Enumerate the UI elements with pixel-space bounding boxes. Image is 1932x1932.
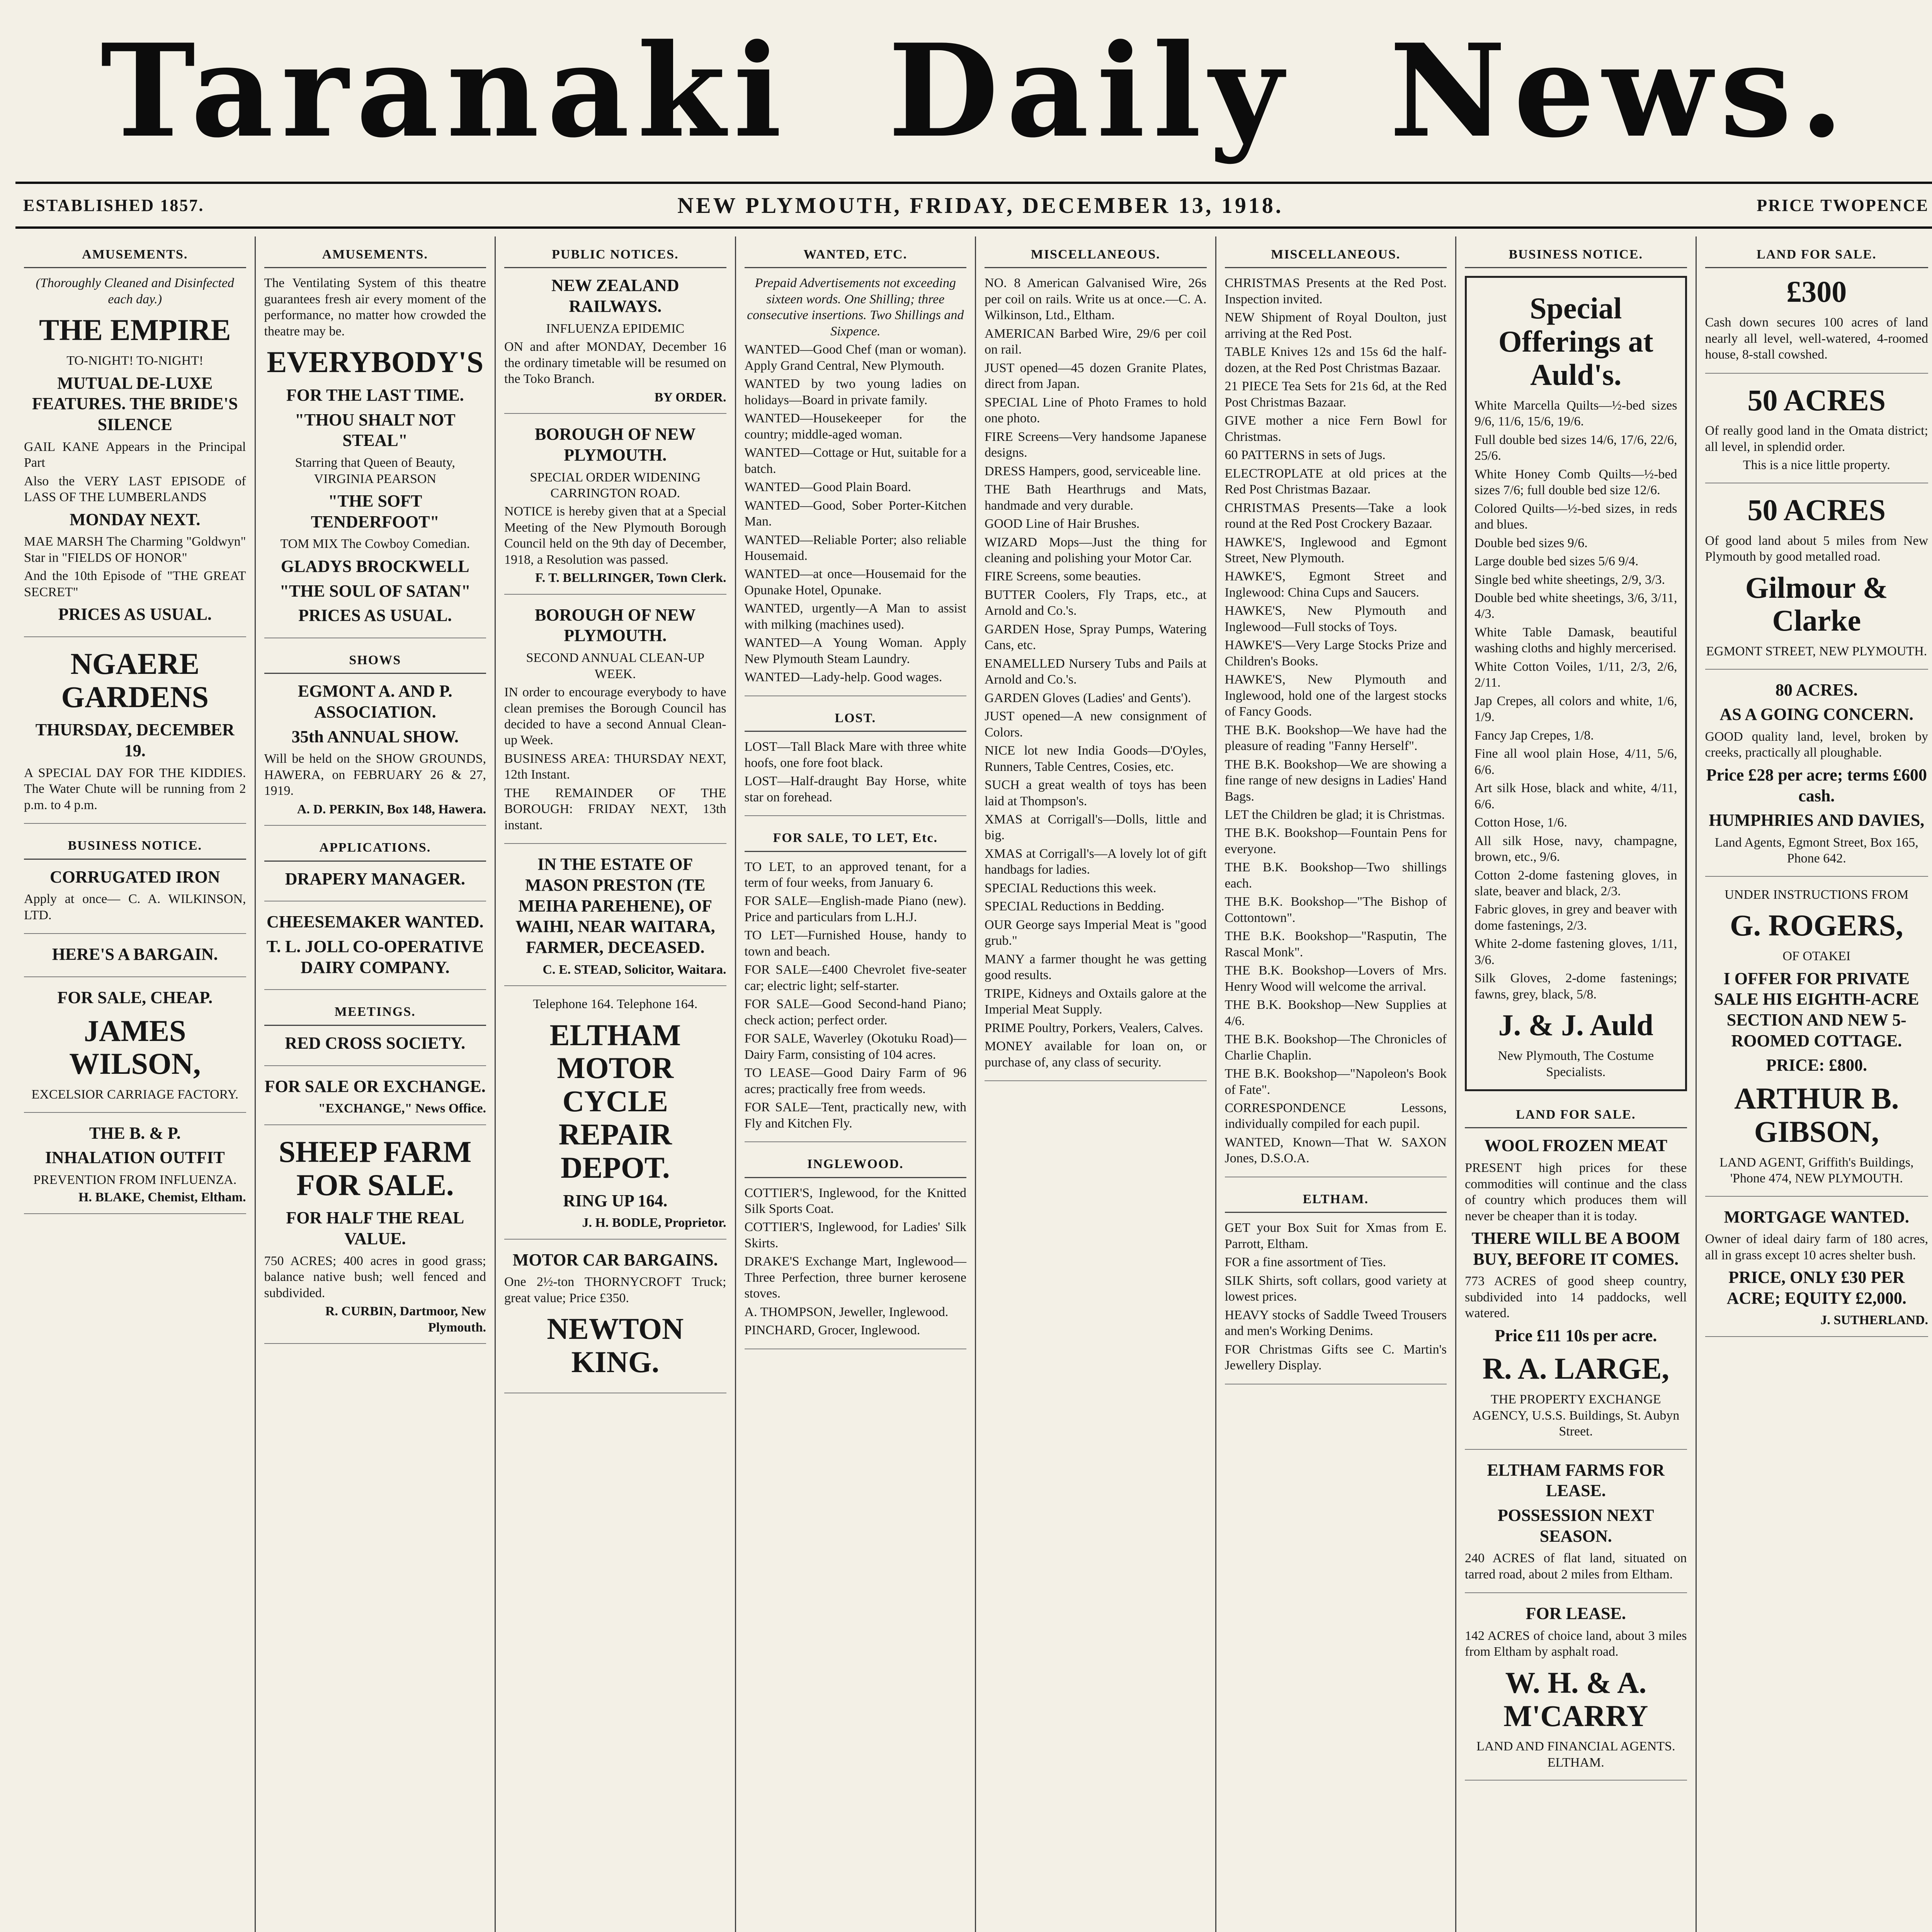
influenza: PREVENTION FROM INFLUENZA. bbox=[33, 1172, 237, 1187]
p300-body: Cash down secures 100 acres of land nearly all level, well-watered, 4-roomed house, 8-stall cowshed. bbox=[1705, 315, 1928, 362]
mortgage-body: Owner of ideal dairy farm of 180 acres, all in grass except 10 acres shelter bush. bbox=[1705, 1232, 1928, 1262]
misc-21: OUR George says Imperial Meat is "good grub." bbox=[985, 917, 1207, 948]
mortgage-price: PRICE, ONLY £30 PER ACRE; EQUITY £2,000. bbox=[1726, 1268, 1906, 1308]
perkin: A. D. PERKIN, Box 148, Hawera. bbox=[297, 802, 486, 816]
telephone: Telephone 164. Telephone 164. bbox=[533, 997, 698, 1012]
sheep-farm: SHEEP FARM FOR SALE. bbox=[279, 1134, 472, 1202]
misc-19: SPECIAL Reductions this week. bbox=[985, 881, 1156, 895]
wanted-4: WANTED—Cottage or Hut, suitable for a batch. bbox=[744, 446, 966, 476]
jw-sub: EXCELSIOR CARRIAGE FACTORY. bbox=[31, 1087, 239, 1102]
ties: FOR a fine assortment of Ties. bbox=[1225, 1255, 1386, 1270]
misc-6: DRESS Hampers, good, serviceable line. bbox=[985, 464, 1201, 478]
acres-142: 142 ACRES of choice land, about 3 miles from Eltham by asphalt road. bbox=[1465, 1628, 1687, 1659]
bk-7: THE B.K. Bookshop—"Rasputin, The Rascal Monk". bbox=[1225, 929, 1447, 959]
motor-bargains: MOTOR CAR BARGAINS. bbox=[512, 1250, 718, 1269]
misc-4: SPECIAL Line of Photo Frames to hold one photo. bbox=[985, 395, 1207, 426]
for-lease: FOR LEASE. bbox=[1526, 1604, 1626, 1623]
order-body: NOTICE is hereby given that at a Special Meeting of the New Plymouth Borough Council held on the 9th day of December, 1918, a Resolution was passed. bbox=[504, 504, 726, 567]
price-773: Price £11 10s per acre. bbox=[1495, 1326, 1657, 1345]
gladys: GLADYS BROCKWELL bbox=[281, 556, 469, 576]
mae-marsh: MAE MARSH The Charming "Goldwyn" Star in "FIELDS OF HONOR" bbox=[24, 534, 246, 565]
cleanup-body: IN order to encourage everybody to have clean premises the Borough Council has decided to have a second Annual Clean-up Week. bbox=[504, 685, 726, 748]
section-heading: MISCELLANEOUS. bbox=[1225, 243, 1447, 268]
dateline-bar bbox=[15, 182, 1932, 229]
bp-title: THE B. & P. bbox=[89, 1123, 181, 1143]
section-heading: MISCELLANEOUS. bbox=[985, 243, 1207, 268]
cottier-2: COTTIER'S, Inglewood, for Ladies' Silk Skirts. bbox=[744, 1220, 966, 1250]
misc-n5: GIVE mother a nice Fern Bowl for Christmas. bbox=[1225, 413, 1447, 444]
item-20: Silk Gloves, 2-dome fastenings; fawns, grey, black, 5/8. bbox=[1475, 971, 1677, 1002]
hawkes-5: HAWKE'S, New Plymouth and Inglewood, hold one of the largest stocks of Fancy Goods. bbox=[1225, 672, 1447, 719]
item-8: Double bed white sheetings, 3/6, 3/11, 4/3. bbox=[1475, 591, 1677, 621]
cottier-1: COTTIER'S, Inglewood, for the Knitted Silk Sports Coat. bbox=[744, 1185, 966, 1216]
wanted-7: WANTED—Reliable Porter; also reliable Housemaid. bbox=[744, 532, 966, 563]
wanted-5: WANTED—Good Plain Board. bbox=[744, 480, 912, 495]
correspondence: CORRESPONDENCE Lessons, individually compiled for each pupil. bbox=[1225, 1100, 1447, 1131]
gilmour-sub: EGMONT STREET, NEW PLYMOUTH. bbox=[1706, 644, 1927, 659]
h-blake: H. BLAKE, Chemist, Eltham. bbox=[78, 1190, 246, 1205]
gibson-sub: LAND AGENT, Griffith's Buildings, 'Phone 474, NEW PLYMOUTH. bbox=[1719, 1155, 1914, 1186]
item-16: All silk Hose, navy, champagne, brown, etc., 9/6. bbox=[1475, 833, 1677, 864]
item-9: White Table Damask, beautiful washing cloths and highly mercerised. bbox=[1475, 625, 1677, 656]
iron-body: Apply at once— C. A. WILKINSON, LTD. bbox=[24, 892, 246, 922]
eltham-farms: ELTHAM FARMS FOR LEASE. bbox=[1487, 1460, 1665, 1500]
bk-8: THE B.K. Bookshop—Lovers of Mrs. Henry Wood will welcome the arrival. bbox=[1225, 963, 1447, 994]
section-heading: LAND FOR SALE. bbox=[1465, 1103, 1687, 1128]
by-order: BY ORDER. bbox=[654, 390, 726, 405]
misc-22: MANY a farmer thought he was getting good results. bbox=[985, 952, 1207, 983]
misc-n7: ELECTROPLATE at old prices at the Red Post Christmas Bazaar. bbox=[1225, 466, 1447, 497]
item-7: Single bed white sheetings, 2/9, 3/3. bbox=[1475, 572, 1665, 587]
section-heading: WANTED, ETC. bbox=[745, 243, 967, 268]
misc-n8: CHRISTMAS Presents—Take a look round at the Red Post Crockery Bazaar. bbox=[1225, 500, 1447, 531]
humphries-sub: Land Agents, Egmont Street, Box 165, Phone 642. bbox=[1714, 835, 1918, 866]
drakes: DRAKE'S Exchange Mart, Inglewood—Three Perfection, three burner kerosene stoves. bbox=[744, 1254, 966, 1301]
ngaere-date: THURSDAY, DECEMBER 19. bbox=[35, 720, 235, 760]
wanted-1: WANTED—Good Chef (man or woman). Apply Grand Central, New Plymouth. bbox=[744, 342, 966, 373]
prices-usual: PRICES AS USUAL. bbox=[298, 606, 452, 625]
for-sale-5: FOR SALE—Tent, practically new, with Fly and Kitchen Fly. bbox=[744, 1100, 966, 1131]
column-3 bbox=[496, 236, 736, 1932]
dateline: NEW PLYMOUTH, FRIDAY, DECEMBER 13, 1918. bbox=[677, 192, 1284, 218]
sale-cheap-title: FOR SALE, CHEAP. bbox=[57, 988, 213, 1007]
iron-title: CORRUGATED IRON bbox=[50, 867, 220, 886]
bk-4: THE B.K. Bookshop—Fountain Pens for everyone. bbox=[1225, 826, 1447, 856]
drapery: DRAPERY MANAGER. bbox=[285, 869, 465, 888]
auld-sub: New Plymouth, The Costume Specialists. bbox=[1498, 1049, 1654, 1079]
mccarry-sub: LAND AND FINANCIAL AGENTS. ELTHAM. bbox=[1476, 1739, 1675, 1770]
hawkes-2: HAWKE'S, Egmont Street and Inglewood: China Cups and Saucers. bbox=[1225, 569, 1447, 600]
price-label: PRICE TWOPENCE bbox=[1757, 196, 1929, 215]
suit: GET your Box Suit for Xmas from E. Parrott, Eltham. bbox=[1225, 1221, 1447, 1251]
item-1: White Marcella Quilts—½-bed sizes 9/6, 11/6, 15/6, 19/6. bbox=[1475, 398, 1677, 429]
railways-body: ON and after MONDAY, December 16 the ordinary timetable will be resumed on the Toko Branch. bbox=[504, 340, 726, 386]
bodle: J. H. BODLE, Proprietor. bbox=[582, 1216, 726, 1230]
section-heading: ELTHAM. bbox=[1225, 1187, 1447, 1213]
last-episode: Also the VERY LAST EPISODE of LASS OF THE LUMBERLANDS bbox=[24, 474, 246, 505]
auld-name: J. & J. Auld bbox=[1498, 1008, 1653, 1042]
hawkes-3: HAWKE'S, New Plymouth and Inglewood—Full stocks of Toys. bbox=[1225, 604, 1447, 634]
item-15: Cotton Hose, 1/6. bbox=[1475, 815, 1567, 830]
misc-23: TRIPE, Kidneys and Oxtails galore at the Imperial Meat Supply. bbox=[985, 986, 1207, 1017]
item-14: Art silk Hose, black and white, 4/11, 6/6. bbox=[1475, 781, 1677, 811]
columns bbox=[15, 236, 1932, 1932]
empire-title: THE EMPIRE bbox=[39, 313, 231, 347]
curbin: R. CURBIN, Dartmoor, New Plymouth. bbox=[325, 1304, 486, 1335]
empire-note: (Thoroughly Cleaned and Disinfected each day.) bbox=[36, 276, 234, 306]
newton-king: NEWTON KING. bbox=[547, 1312, 684, 1379]
ngaere-title: NGAERE GARDENS bbox=[61, 646, 209, 714]
egmont-association: EGMONT A. AND P. ASSOCIATION. bbox=[298, 682, 452, 722]
ring-up: RING UP 164. bbox=[563, 1191, 668, 1210]
monday-next: MONDAY NEXT. bbox=[70, 510, 201, 529]
column-2 bbox=[256, 236, 496, 1932]
masthead bbox=[15, 0, 1932, 182]
inhalation: INHALATION OUTFIT bbox=[45, 1148, 225, 1167]
cleanup-week: SECOND ANNUAL CLEAN-UP WEEK. bbox=[526, 651, 705, 681]
sale-exchange: FOR SALE OR EXCHANGE. bbox=[264, 1077, 486, 1096]
item-2: Full double bed sizes 14/6, 17/6, 22/6, 25/6. bbox=[1475, 432, 1677, 463]
thou-shalt: "THOU SHALT NOT STEAL" bbox=[294, 410, 456, 450]
mccarry: W. H. & A. M'CARRY bbox=[1503, 1665, 1648, 1733]
wanted-3: WANTED—Housekeeper for the country; middle-aged woman. bbox=[744, 411, 966, 442]
business-area: BUSINESS AREA: THURSDAY NEXT, 12th Instant. bbox=[504, 751, 726, 782]
column-8 bbox=[1697, 236, 1932, 1932]
section-heading: BUSINESS NOTICE. bbox=[1465, 243, 1687, 268]
bk-9: THE B.K. Bookshop—New Supplies at 4/6. bbox=[1225, 998, 1447, 1028]
borough: BOROUGH OF NEW PLYMOUTH. bbox=[535, 425, 696, 464]
misc-n2: NEW Shipment of Royal Doulton, just arriving at the Red Post. bbox=[1225, 310, 1447, 341]
bk-1: THE B.K. Bookshop—We have had the pleasure of reading "Fanny Herself". bbox=[1225, 723, 1447, 753]
acres-80-body: GOOD quality land, level, broken by creeks, practically all ploughable. bbox=[1705, 730, 1928, 760]
misc-15: JUST opened—A new consignment of Colors. bbox=[985, 709, 1207, 740]
bk-11: THE B.K. Bookshop—"Napoleon's Book of Fate". bbox=[1225, 1066, 1447, 1097]
thompson: A. THOMPSON, Jeweller, Inglewood. bbox=[744, 1304, 949, 1319]
section-heading: AMUSEMENTS. bbox=[24, 243, 246, 268]
section-heading: LAND FOR SALE. bbox=[1705, 243, 1929, 268]
acres-50b: 50 ACRES bbox=[1747, 493, 1886, 527]
instructions: UNDER INSTRUCTIONS FROM bbox=[1725, 887, 1909, 902]
item-5: Double bed sizes 9/6. bbox=[1475, 536, 1588, 550]
going-concern: AS A GOING CONCERN. bbox=[1719, 705, 1913, 724]
program: MUTUAL DE-LUXE FEATURES. THE BRIDE'S SILENCE bbox=[32, 373, 238, 434]
bk-5: THE B.K. Bookshop—Two shillings each. bbox=[1225, 860, 1447, 891]
column-6 bbox=[1216, 236, 1457, 1932]
wanted-note: Prepaid Advertisements not exceeding sixteen words. One Shilling; three consecutive insertions. Two Shillings and Sixpence. bbox=[747, 276, 964, 338]
r-a-large: R. A. LARGE, bbox=[1482, 1352, 1669, 1386]
wanted-9: WANTED, urgently—A Man to assist with milking (machines used). bbox=[744, 601, 966, 632]
misc-n4: 21 PIECE Tea Sets for 21s 6d, at the Red Post Christmas Bazaar. bbox=[1225, 379, 1447, 410]
special-offerings: Special Offerings at Auld's. bbox=[1498, 291, 1653, 392]
prices-usual: PRICES AS USUAL. bbox=[58, 605, 212, 624]
last-time: FOR THE LAST TIME. bbox=[286, 386, 464, 405]
for-sale-2: FOR SALE—£400 Chevrolet five-seater car; electric light; self-starter. bbox=[744, 963, 966, 993]
hawkes-4: HAWKE'S—Very Large Stocks Prize and Children's Books. bbox=[1225, 638, 1447, 668]
section-heading: LOST. bbox=[745, 706, 967, 732]
epidemic: INFLUENZA EPIDEMIC bbox=[546, 321, 685, 336]
column-7 bbox=[1456, 236, 1697, 1932]
item-10: White Cotton Voiles, 1/11, 2/3, 2/6, 2/11. bbox=[1475, 659, 1677, 690]
bargain-title: HERE'S A BARGAIN. bbox=[52, 945, 218, 964]
established-label: ESTABLISHED 1857. bbox=[23, 196, 204, 215]
bk-6: THE B.K. Bookshop—"The Bishop of Cottontown". bbox=[1225, 895, 1447, 925]
item-17: Cotton 2-dome fastening gloves, in slate, beaver and black, 2/3. bbox=[1475, 868, 1677, 898]
exchange-office: "EXCHANGE," News Office. bbox=[318, 1101, 486, 1116]
thornycroft: One 2½-ton THORNYCROFT Truck; great value; Price £350. bbox=[504, 1275, 726, 1305]
misc-18: XMAS at Corrigall's—Dolls, little and big. bbox=[985, 812, 1207, 843]
eltham-depot: ELTHAM MOTOR CYCLE REPAIR DEPOT. bbox=[549, 1018, 681, 1184]
acres-240: 240 ACRES of flat land, situated on tarred road, about 2 miles from Eltham. bbox=[1465, 1551, 1687, 1582]
misc-14: GARDEN Gloves (Ladies' and Gents'). bbox=[985, 690, 1191, 705]
acres-50: 50 ACRES bbox=[1747, 383, 1886, 417]
soft-tenderfoot: "THE SOFT TENDERFOOT" bbox=[311, 492, 439, 531]
possession: POSSESSION NEXT SEASON. bbox=[1497, 1505, 1654, 1546]
borough-2: BOROUGH OF NEW PLYMOUTH. bbox=[535, 605, 696, 645]
special-order: SPECIAL ORDER WIDENING CARRINGTON ROAD. bbox=[530, 470, 701, 500]
section-heading: FOR SALE, TO LET, Etc. bbox=[745, 826, 967, 852]
gilmour-clarke: Gilmour & Clarke bbox=[1745, 570, 1888, 638]
stead: C. E. STEAD, Solicitor, Waitara. bbox=[543, 962, 726, 977]
item-13: Fine all wool plain Hose, 4/11, 5/6, 6/6. bbox=[1475, 747, 1677, 777]
misc-24: PRIME Poultry, Porkers, Vealers, Calves. bbox=[985, 1020, 1203, 1035]
virginia: Starring that Queen of Beauty, VIRGINIA PEARSON bbox=[295, 456, 455, 486]
misc-13: ENAMELLED Nursery Tubs and Pails at Arnold and Co.'s. bbox=[985, 656, 1207, 687]
half-value: FOR HALF THE REAL VALUE. bbox=[286, 1208, 464, 1248]
tom-mix: TOM MIX The Cowboy Comedian. bbox=[280, 537, 470, 551]
misc-10: FIRE Screens, some beauties. bbox=[985, 569, 1141, 584]
humphries: HUMPHRIES AND DAVIES, bbox=[1709, 811, 1925, 830]
tonight: TO-NIGHT! TO-NIGHT! bbox=[66, 354, 204, 368]
item-4: Colored Quilts—½-bed sizes, in reds and blues. bbox=[1475, 501, 1677, 532]
column-1 bbox=[15, 236, 256, 1932]
misc-5: FIRE Screens—Very handsome Japanese designs. bbox=[985, 429, 1207, 460]
section-heading: BUSINESS NOTICE. bbox=[24, 834, 246, 859]
wanted-11: WANTED—Lady-help. Good wages. bbox=[744, 670, 942, 685]
misc-1: NO. 8 American Galvanised Wire, 26s per coil on rails. Write us at once.—C. A. Wilkinson, Ltd., Eltham. bbox=[985, 276, 1207, 323]
for-sale-1: FOR SALE—English-made Piano (new). Price and particulars from L.H.J. bbox=[744, 894, 966, 924]
acres-50-body: Of really good land in the Omata district; all level, in splendid order. bbox=[1705, 423, 1928, 454]
large-sub: THE PROPERTY EXCHANGE AGENCY, U.S.S. Buildings, St. Aubyn Street. bbox=[1472, 1392, 1680, 1439]
ngaere-body: A SPECIAL DAY FOR THE KIDDIES. The Water Chute will be running from 2 p.m. to 4 p.m. bbox=[24, 765, 246, 812]
wool-meat: WOOL FROZEN MEAT bbox=[1484, 1136, 1667, 1155]
sutherland: J. SUTHERLAND. bbox=[1820, 1313, 1928, 1328]
wool-body: PRESENT high prices for these commodities will continue and the class of country which produces them will never be cheaper than it is today. bbox=[1465, 1161, 1687, 1223]
offer-price: PRICE: £800. bbox=[1766, 1056, 1867, 1075]
misc-12: GARDEN Hose, Spray Pumps, Watering Cans, etc. bbox=[985, 622, 1207, 653]
misc-n1: CHRISTMAS Presents at the Red Post. Inspection invited. bbox=[1225, 276, 1447, 306]
for-sale-3: FOR SALE—Good Second-hand Piano; check action; perfect order. bbox=[744, 997, 966, 1027]
misc-2: AMERICAN Barbed Wire, 29/6 per coil on rail. bbox=[985, 326, 1207, 357]
soul-satan: "THE SOUL OF SATAN" bbox=[279, 581, 471, 600]
masthead-title: Taranaki Daily News. bbox=[100, 16, 1852, 166]
misc-17: SUCH a great wealth of toys has been laid at Thompson's. bbox=[985, 778, 1207, 808]
private-sale: I OFFER FOR PRIVATE SALE HIS EIGHTH-ACRE SECTION AND NEW 5-ROOMED COTTAGE. bbox=[1714, 969, 1919, 1050]
gibson: ARTHUR B. GIBSON, bbox=[1734, 1082, 1899, 1148]
item-12: Fancy Jap Crepes, 1/8. bbox=[1475, 728, 1594, 743]
lost-2: LOST—Half-draught Bay Horse, white star on forehead. bbox=[744, 774, 966, 804]
section-heading: SHOWS bbox=[264, 648, 486, 674]
ventilation-note: The Ventilating System of this theatre guarantees fresh air every moment of the performance, no matter how crowded the theatre may be. bbox=[264, 276, 486, 338]
g-rogers: G. ROGERS, bbox=[1730, 908, 1903, 942]
bk-2: THE B.K. Bookshop—We are showing a fine range of new designs in Ladies' Hand Bags. bbox=[1225, 757, 1447, 804]
misc-20: SPECIAL Reductions in Bedding. bbox=[985, 899, 1165, 914]
misc-xmas: XMAS at Corrigall's—A lovely lot of gift handbags for ladies. bbox=[985, 846, 1207, 877]
wanted-2: WANTED by two young ladies on holidays—Board in private family. bbox=[744, 377, 966, 407]
misc-n3: TABLE Knives 12s and 15s 6d the half-dozen, at the Red Post Christmas Bazaar. bbox=[1225, 345, 1447, 375]
item-19: White 2-dome fastening gloves, 1/11, 3/6. bbox=[1475, 937, 1677, 967]
trousers: HEAVY stocks of Saddle Tweed Trousers and men's Working Denims. bbox=[1225, 1308, 1447, 1338]
mortgage-wanted: MORTGAGE WANTED. bbox=[1724, 1207, 1909, 1226]
rogers-sub: OF OTAKEI bbox=[1782, 949, 1851, 964]
annual-body: Will be held on the SHOW GROUNDS, HAWERA, on FEBRUARY 26 & 27, 1919. bbox=[264, 752, 486, 798]
gifts: FOR Christmas Gifts see C. Martin's Jewellery Display. bbox=[1225, 1342, 1447, 1373]
item-18: Fabric gloves, in grey and beaver with dome fastenings, 2/3. bbox=[1475, 902, 1677, 933]
bk-10: THE B.K. Bookshop—The Chronicles of Charlie Chaplin. bbox=[1225, 1032, 1447, 1063]
section-heading: PUBLIC NOTICES. bbox=[504, 243, 726, 268]
misc-11: BUTTER Coolers, Fly Traps, etc., at Arnold and Co.'s. bbox=[985, 587, 1207, 618]
auld-ad bbox=[1465, 276, 1687, 1091]
estate-notice: IN THE ESTATE OF MASON PRESTON (TE MEIHA PAREHENE), OF WAIHI, NEAR WAITARA, FARMER, DECEASED. bbox=[515, 855, 715, 957]
railways: NEW ZEALAND RAILWAYS. bbox=[551, 276, 679, 316]
great-secret: And the 10th Episode of "THE GREAT SECRET" bbox=[24, 569, 246, 599]
misc-n6: 60 PATTERNS in sets of Jugs. bbox=[1225, 448, 1386, 463]
shirts: SILK Shirts, soft collars, good variety at lowest prices. bbox=[1225, 1273, 1447, 1304]
boom: THERE WILL BE A BOOM BUY, BEFORE IT COMES. bbox=[1471, 1229, 1680, 1269]
gail-kane: GAIL KANE Appears in the Principal Part bbox=[24, 439, 246, 470]
misc-3: JUST opened—45 dozen Granite Plates, direct from Japan. bbox=[985, 361, 1207, 391]
section-heading: MEETINGS. bbox=[264, 1000, 486, 1026]
price-300: £300 bbox=[1786, 275, 1847, 309]
acres-50b-body: Of good land about 5 miles from New Plymouth by good metalled road. bbox=[1705, 533, 1928, 564]
item-11: Jap Crepes, all colors and white, 1/6, 1/9. bbox=[1475, 694, 1677, 724]
column-4 bbox=[736, 236, 976, 1932]
wanted-known: WANTED, Known—That W. SAXON Jones, D.S.O.A. bbox=[1225, 1135, 1447, 1166]
joll: T. L. JOLL CO-OPERATIVE DAIRY COMPANY. bbox=[266, 937, 484, 977]
section-heading: APPLICATIONS. bbox=[264, 836, 486, 861]
to-lease: TO LEASE—Good Dairy Farm of 96 acres; practically free from weeds. bbox=[744, 1066, 966, 1096]
acres-750: 750 ACRES; 400 acres in good grass; balance native bush; well fenced and subdivided. bbox=[264, 1253, 486, 1300]
acres-773: 773 ACRES of good sheep country, subdivided into 14 paddocks, well watered. bbox=[1465, 1274, 1687, 1321]
for-sale-4: FOR SALE, Waverley (Okotuku Road)—Dairy Farm, consisting of 104 acres. bbox=[744, 1031, 966, 1062]
bk-3: LET the Children be glad; it is Christmas. bbox=[1225, 808, 1445, 822]
section-heading: AMUSEMENTS. bbox=[264, 243, 486, 268]
item-3: White Honey Comb Quilts—½-bed sizes 7/6; full double bed size 12/6. bbox=[1475, 467, 1677, 498]
james-wilson: JAMES WILSON, bbox=[69, 1014, 201, 1081]
wanted-6: WANTED—Good, Sober Porter-Kitchen Man. bbox=[744, 498, 966, 529]
hawkes-1: HAWKE'S, Inglewood and Egmont Street, New Plymouth. bbox=[1225, 535, 1447, 565]
acres-80: 80 ACRES. bbox=[1775, 680, 1858, 699]
to-let-1: TO LET, to an approved tenant, for a term of four weeks, from January 6. bbox=[744, 859, 966, 890]
cheesemaker: CHEESEMAKER WANTED. bbox=[266, 912, 484, 932]
lost-1: LOST—Tall Black Mare with three white hoofs, one fore foot black. bbox=[744, 740, 966, 770]
wanted-10: WANTED—A Young Woman. Apply New Plymouth Steam Laundry. bbox=[744, 636, 966, 666]
everybodys-title: EVERYBODY'S bbox=[267, 345, 484, 379]
misc-8: GOOD Line of Hair Brushes. bbox=[985, 517, 1140, 531]
wanted-8: WANTED—at once—Housemaid for the Opunake Hotel, Opunake. bbox=[744, 567, 966, 597]
annual-show: 35th ANNUAL SHOW. bbox=[291, 727, 459, 746]
misc-16: NICE lot new India Goods—D'Oyles, Runners, Table Centres, Cosies, etc. bbox=[985, 743, 1207, 774]
red-cross: RED CROSS SOCIETY. bbox=[285, 1033, 466, 1053]
pinchard: PINCHARD, Grocer, Inglewood. bbox=[744, 1323, 920, 1338]
acres-80-price: Price £28 per acre; terms £600 cash. bbox=[1706, 765, 1927, 805]
column-5 bbox=[976, 236, 1216, 1932]
misc-9: WIZARD Mops—Just the thing for cleaning and polishing your Motor Car. bbox=[985, 535, 1207, 565]
nice-property: This is a nice little property. bbox=[1743, 458, 1890, 473]
remainder: THE REMAINDER OF THE BOROUGH: FRIDAY NEXT, 13th instant. bbox=[504, 786, 726, 832]
to-let-2: TO LET—Furnished House, handy to town and beach. bbox=[744, 928, 966, 959]
item-6: Large double bed sizes 5/6 9/4. bbox=[1475, 554, 1639, 569]
bellringer: F. T. BELLRINGER, Town Clerk. bbox=[535, 571, 726, 585]
section-heading: INGLEWOOD. bbox=[745, 1152, 967, 1178]
misc-7: THE Bath Hearthrugs and Mats, handmade and very durable. bbox=[985, 482, 1207, 513]
misc-25: MONEY available for loan on, or purchase of, any class of security. bbox=[985, 1039, 1207, 1070]
